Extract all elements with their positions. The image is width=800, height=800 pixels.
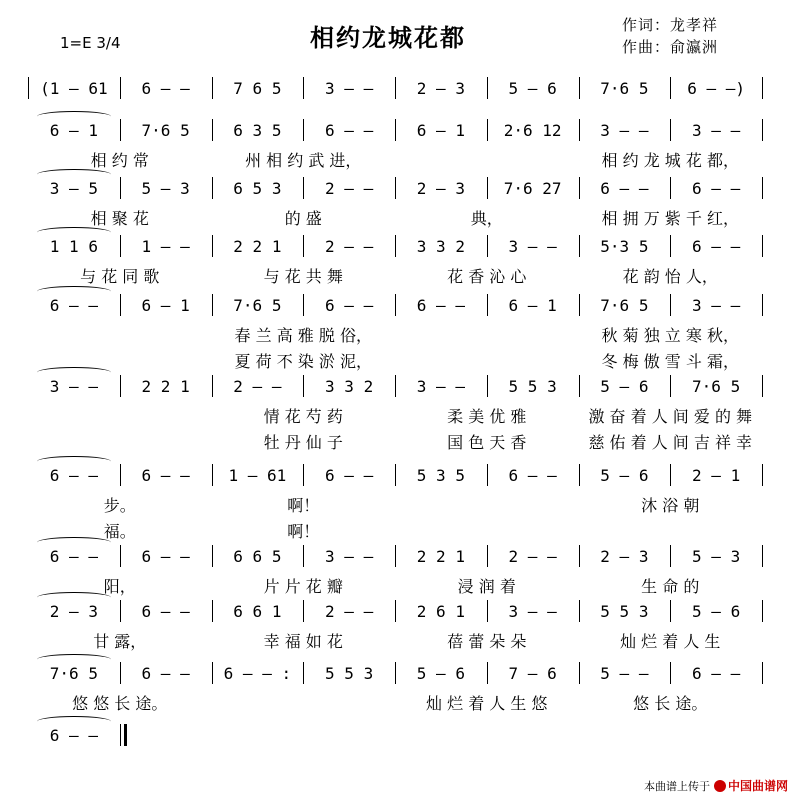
measure: 3 3 2 xyxy=(325,376,374,396)
measure: 2·6 12 xyxy=(503,120,562,140)
measure: 6 — — xyxy=(49,725,98,745)
lyric-segment: 典， xyxy=(470,208,503,228)
measure: 6 — — xyxy=(141,78,190,98)
measure: 2 2 1 xyxy=(141,376,190,396)
slur xyxy=(37,169,110,180)
measure: 6 — — xyxy=(692,236,741,256)
measure: 3 — — xyxy=(325,78,374,98)
lyric-segment xyxy=(395,348,579,372)
measure: 7·6 5 xyxy=(600,295,649,315)
measure: 6 — — xyxy=(325,465,374,485)
measure: 3 — — xyxy=(49,376,98,396)
measure: 3 — — xyxy=(508,236,557,256)
measure: 2 — 3 xyxy=(49,601,98,621)
measure: 2 — 3 xyxy=(600,546,649,566)
measure: 6 — — xyxy=(325,295,374,315)
notation-row xyxy=(28,722,762,748)
notation-row xyxy=(28,373,762,399)
measure: 3 — — xyxy=(508,601,557,621)
measure: 3 — — xyxy=(325,546,374,566)
lyric-segment xyxy=(395,518,579,542)
measure: 2 2 1 xyxy=(416,546,465,566)
barline xyxy=(762,662,763,684)
barline xyxy=(762,464,763,486)
slur xyxy=(37,111,110,122)
measure: 5·3 5 xyxy=(600,236,649,256)
logo-text: 中国曲谱网 xyxy=(727,779,788,793)
lyric-segment: 春 兰 高 雅 脱 俗， xyxy=(234,325,372,345)
measure: 5 5 3 xyxy=(600,601,649,621)
slur xyxy=(37,456,110,467)
lyric-segment xyxy=(579,518,763,542)
measure: (1 — 61 xyxy=(40,78,108,98)
lyric-line xyxy=(28,147,762,171)
measure: 6 — — xyxy=(49,465,98,485)
measure: 7 — 6 xyxy=(508,663,557,683)
measure: 6 — — xyxy=(692,178,741,198)
lyric-segment: 冬 梅 傲 雪 斗 霜， xyxy=(601,351,739,371)
lyric-segment: 片 片 花 瓣 xyxy=(263,576,343,596)
measure: 5 — — xyxy=(600,663,649,683)
lyric-segment: 幸 福 如 花 xyxy=(263,631,343,651)
lyric-segment: 甘 露， xyxy=(93,631,147,651)
measure: 7·6 5 xyxy=(141,120,190,140)
measure: 2 — 1 xyxy=(692,465,741,485)
lyric-segment: 与 花 同 歌 xyxy=(80,266,160,286)
measure: 3 — — xyxy=(416,376,465,396)
measure: 6 — — xyxy=(49,295,98,315)
lyric-segment xyxy=(395,492,579,516)
lyric-segment: 州 相 约 武 进， xyxy=(245,150,362,170)
measure: 6 — 1 xyxy=(416,120,465,140)
lyric-line xyxy=(28,518,762,542)
lyric-line xyxy=(28,573,762,597)
measure: 2 — — xyxy=(325,601,374,621)
lyric-segment xyxy=(212,690,396,714)
lyric-segment: 相 聚 花 xyxy=(90,208,149,228)
measure: 3 — — xyxy=(692,120,741,140)
measure: 2 — — xyxy=(508,546,557,566)
lyric-segment: 灿 烂 着 人 生 悠 xyxy=(426,693,548,713)
key-signature: 1=E 3/4 xyxy=(60,34,121,52)
notation-row xyxy=(28,117,762,143)
measure: 1 — — xyxy=(141,236,190,256)
lyric-line xyxy=(28,492,762,516)
lyric-segment xyxy=(28,403,212,427)
measure: 2 — 3 xyxy=(416,78,465,98)
lyric-segment xyxy=(28,429,212,453)
lyric-segment: 相 约 龙 城 花 都， xyxy=(601,150,739,170)
lyric-segment xyxy=(28,322,212,346)
measure: 2 — — xyxy=(325,236,374,256)
lyric-segment: 阳， xyxy=(103,576,136,596)
measure: 2 6 1 xyxy=(416,601,465,621)
lyric-line xyxy=(28,429,762,453)
measure: 2 — 3 xyxy=(416,178,465,198)
lyric-segment: 相 约 常 xyxy=(90,150,149,170)
barline xyxy=(762,77,763,99)
slur xyxy=(37,367,110,378)
slur xyxy=(37,286,110,297)
slur xyxy=(37,537,110,548)
measure: 1 1 6 xyxy=(49,236,98,256)
measure: 6 — — xyxy=(416,295,465,315)
measure: 6 6 1 xyxy=(233,601,282,621)
lyric-segment xyxy=(395,322,579,346)
slur xyxy=(37,227,110,238)
lyric-segment: 慈 佑 着 人 间 吉 祥 幸 xyxy=(588,432,753,452)
measure: 7·6 5 xyxy=(49,663,98,683)
lyric-segment: 沐 浴 朝 xyxy=(641,495,700,515)
lyric-segment: 情 花 芍 药 xyxy=(263,406,343,426)
measure: 6 — — xyxy=(141,465,190,485)
lyric-line xyxy=(28,628,762,652)
lyric-segment: 灿 烂 着 人 生 xyxy=(620,631,721,651)
measure: 5 — 3 xyxy=(692,546,741,566)
barline xyxy=(762,235,763,257)
measure: 6 — — xyxy=(49,546,98,566)
notation-row xyxy=(28,233,762,259)
measure: 6 5 3 xyxy=(233,178,282,198)
logo-icon xyxy=(714,780,726,792)
measure: 5 — 6 xyxy=(508,78,557,98)
lyric-segment: 生 命 的 xyxy=(641,576,700,596)
measure: 5 5 3 xyxy=(325,663,374,683)
lyric-segment: 夏 荷 不 染 淤 泥， xyxy=(234,351,372,371)
composer-credit: 作曲：俞瀛洲 xyxy=(622,38,719,56)
lyric-segment: 与 花 共 舞 xyxy=(263,266,343,286)
measure: 6 — — xyxy=(508,465,557,485)
measure: 6 — —) xyxy=(687,78,746,98)
notation-row xyxy=(28,462,762,488)
lyric-segment: 激 奋 着 人 间 爱 的 舞 xyxy=(588,406,753,426)
song-title: 相约龙城花都 xyxy=(310,24,466,52)
lyric-line xyxy=(28,690,762,714)
lyric-segment: 蓓 蕾 朵 朵 xyxy=(447,631,527,651)
measure: 6 — — xyxy=(692,663,741,683)
measure: 3 — 5 xyxy=(49,178,98,198)
notation-row xyxy=(28,598,762,624)
measure: 1 — 61 xyxy=(228,465,287,485)
notation-row xyxy=(28,660,762,686)
measure: 3 — — xyxy=(692,295,741,315)
barline xyxy=(120,724,121,746)
measure: 5 — 6 xyxy=(600,376,649,396)
barline xyxy=(762,600,763,622)
measure: 6 — — xyxy=(141,663,190,683)
lyric-segment: 福。 xyxy=(103,521,136,541)
site-logo[interactable] xyxy=(714,777,788,794)
lyric-segment: 步。 xyxy=(103,495,136,515)
measure: 2 2 1 xyxy=(233,236,282,256)
lyric-line xyxy=(28,403,762,427)
lyric-segment: 秋 菊 独 立 寒 秋， xyxy=(601,325,739,345)
lyric-segment: 悠 悠 长 途。 xyxy=(72,693,168,713)
measure: 3 3 2 xyxy=(416,236,465,256)
barline xyxy=(762,375,763,397)
measure: 7·6 5 xyxy=(600,78,649,98)
barline xyxy=(762,294,763,316)
lyric-segment: 的 盛 xyxy=(284,208,322,228)
measure: 5 — 6 xyxy=(692,601,741,621)
lyric-line xyxy=(28,205,762,229)
measure: 6 — 1 xyxy=(508,295,557,315)
measure: 6 3 5 xyxy=(233,120,282,140)
measure: 6 6 5 xyxy=(233,546,282,566)
lyric-segment: 柔 美 优 雅 xyxy=(447,406,527,426)
barline xyxy=(762,545,763,567)
footer-text: 本曲谱上传于 xyxy=(643,779,710,793)
measure: 5 3 5 xyxy=(416,465,465,485)
measure: 7·6 5 xyxy=(233,295,282,315)
barline xyxy=(762,177,763,199)
measure: 7 6 5 xyxy=(233,78,282,98)
lyric-line xyxy=(28,348,762,372)
footer xyxy=(644,777,788,794)
measure: 7·6 27 xyxy=(503,178,562,198)
lyric-segment: 牡 丹 仙 子 xyxy=(263,432,343,452)
lyric-segment xyxy=(395,147,579,171)
lyric-segment: 悠 长 途。 xyxy=(633,693,708,713)
lyric-segment: 啊！ xyxy=(287,495,320,515)
lyric-segment: 国 色 天 香 xyxy=(447,432,527,452)
notation-row xyxy=(28,543,762,569)
final-barline xyxy=(124,724,127,746)
measure: 5 — 6 xyxy=(600,465,649,485)
measure: 7·6 5 xyxy=(692,376,741,396)
measure: 6 — — : xyxy=(223,663,292,683)
measure: 2 — — xyxy=(325,178,374,198)
notation-row xyxy=(28,292,762,318)
lyric-segment: 相 拥 万 紫 千 红， xyxy=(601,208,739,228)
measure: 6 — — xyxy=(325,120,374,140)
lyric-segment: 啊！ xyxy=(287,521,320,541)
measure: 6 — 1 xyxy=(49,120,98,140)
slur xyxy=(37,592,110,603)
slur xyxy=(37,654,110,665)
lyric-segment: 花 香 沁 心 xyxy=(447,266,527,286)
measure: 5 — 6 xyxy=(416,663,465,683)
measure: 3 — — xyxy=(600,120,649,140)
lyricist-credit: 作词：龙孝祥 xyxy=(622,16,719,34)
slur xyxy=(37,716,110,727)
barline xyxy=(28,77,29,99)
measure: 5 5 3 xyxy=(508,376,557,396)
measure: 5 — 3 xyxy=(141,178,190,198)
lyric-line xyxy=(28,263,762,287)
measure: 6 — 1 xyxy=(141,295,190,315)
measure: 6 — — xyxy=(141,601,190,621)
lyric-segment: 浸 润 着 xyxy=(457,576,516,596)
lyric-line xyxy=(28,322,762,346)
notation-row xyxy=(28,75,762,101)
measure: 2 — — xyxy=(233,376,282,396)
lyric-segment: 花 韵 怡 人， xyxy=(622,266,718,286)
measure: 6 — — xyxy=(141,546,190,566)
measure: 6 — — xyxy=(600,178,649,198)
notation-row xyxy=(28,175,762,201)
barline xyxy=(762,119,763,141)
